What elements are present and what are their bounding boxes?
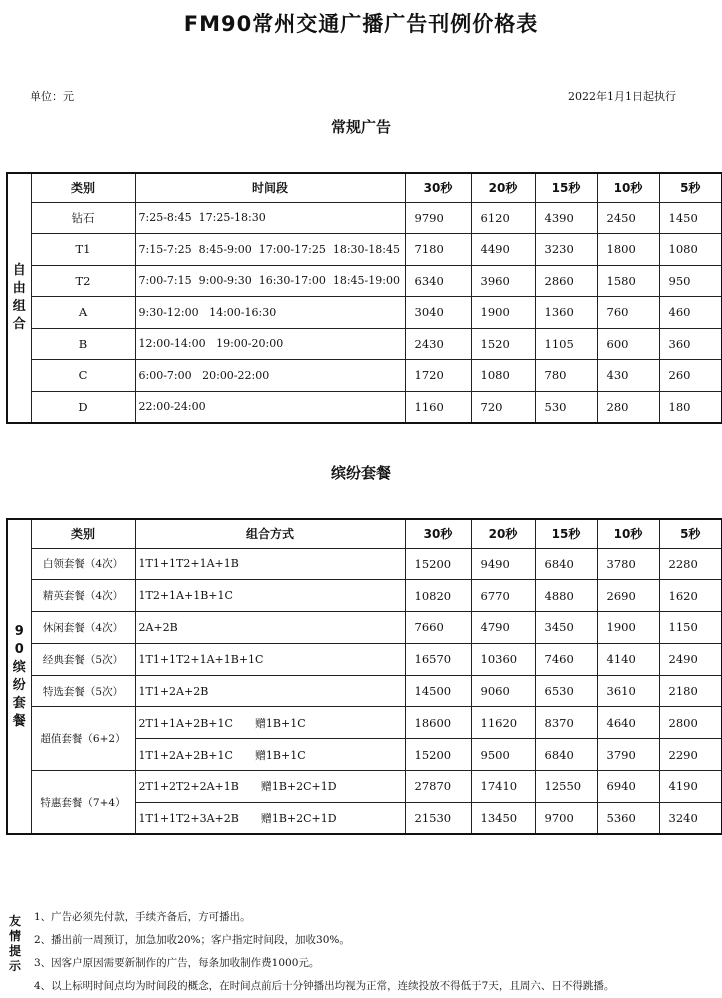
price-cell: 11620 [471,707,535,739]
price-cell: 14500 [405,675,471,707]
package-header-20s: 20秒 [471,519,535,548]
price-cell: 6770 [471,580,535,612]
package-header-combo: 组合方式 [135,519,405,548]
price-cell: 180 [659,391,722,423]
price-cell: 15200 [405,548,471,580]
price-cell: 2450 [597,202,659,234]
tip-item: 3、因客户原因需要新制作的广告，每条加收制作费1000元。 [34,957,320,969]
package-table-row [7,707,722,739]
price-cell: 4390 [535,202,597,234]
price-cell: 280 [597,391,659,423]
price-cell: 2280 [659,548,722,580]
time-slot-cell: 9:30-12:00 14:00-16:30 [135,297,405,329]
package-table-row [7,580,722,612]
package-category-cell: 白领套餐（4次） [31,548,135,580]
price-cell: 780 [535,360,597,392]
combo-text: 1T1+2A+2B+1C [138,748,233,762]
package-header-5s: 5秒 [659,519,722,548]
price-cell: 17410 [471,771,535,803]
time-slot-cell: 7:00-7:15 9:00-9:30 16:30-17:00 18:45-19:00 [135,265,405,297]
price-cell: 530 [535,391,597,423]
price-cell: 6120 [471,202,535,234]
regular-header-row [7,173,722,202]
package-table-row [7,548,722,580]
price-cell: 1720 [405,360,471,392]
price-cell: 1620 [659,580,722,612]
price-cell: 1360 [535,297,597,329]
price-cell: 2490 [659,643,722,675]
price-cell: 9490 [471,548,535,580]
package-header-category: 类别 [31,519,135,548]
price-cell: 8370 [535,707,597,739]
price-cell: 4190 [659,771,722,803]
effective-date: 2022年1月1日起执行 [568,90,676,103]
tips-label: 友情提示 [8,914,21,973]
package-category-cell: 超值套餐（6+2） [31,707,135,771]
price-cell: 1080 [659,234,722,266]
combo-text: 1T1+1T2+3A+2B [138,812,239,826]
price-cell: 760 [597,297,659,329]
price-cell: 2290 [659,739,722,771]
price-cell: 2800 [659,707,722,739]
regular-header-time: 时间段 [135,173,405,202]
price-cell: 16570 [405,643,471,675]
category-cell: T1 [31,234,135,266]
regular-table-row [7,202,722,234]
price-cell: 260 [659,360,722,392]
price-cell: 460 [659,297,722,329]
package-table-row [7,675,722,707]
regular-price-table [6,172,722,424]
combo-cell [135,707,405,739]
combo-cell [135,771,405,803]
price-cell: 1150 [659,612,722,644]
price-cell: 3790 [597,739,659,771]
price-cell: 3040 [405,297,471,329]
combo-cell [135,675,405,707]
combo-text: 1T1+1T2+1A+1B [138,557,239,571]
package-category-cell: 休闲套餐（4次） [31,612,135,644]
price-cell: 9060 [471,675,535,707]
price-cell: 2690 [597,580,659,612]
price-cell: 3610 [597,675,659,707]
price-cell: 6840 [535,548,597,580]
regular-table-row [7,391,722,423]
package-table-row [7,643,722,675]
price-cell: 2180 [659,675,722,707]
price-cell: 1080 [471,360,535,392]
price-cell: 4490 [471,234,535,266]
package-category-cell: 经典套餐（5次） [31,643,135,675]
price-cell: 6940 [597,771,659,803]
page-title: FM90常州交通广播广告刊例价格表 [183,12,539,36]
package-header-15s: 15秒 [535,519,597,548]
package-table-row [7,771,722,803]
price-cell: 9500 [471,739,535,771]
price-cell: 600 [597,328,659,360]
category-cell: D [31,391,135,423]
price-cell: 950 [659,265,722,297]
price-cell: 1900 [471,297,535,329]
regular-table-row [7,297,722,329]
price-cell: 12550 [535,771,597,803]
price-cell: 15200 [405,739,471,771]
package-header-30s: 30秒 [405,519,471,548]
price-cell: 10820 [405,580,471,612]
price-cell: 1160 [405,391,471,423]
gift-text: 赠1B+1C [254,716,306,730]
time-slot-cell: 6:00-7:00 20:00-22:00 [135,360,405,392]
regular-header-20s: 20秒 [471,173,535,202]
regular-header-30s: 30秒 [405,173,471,202]
time-slot-cell: 22:00-24:00 [135,391,405,423]
tip-item: 2、播出前一周预订，加急加收20%；客户指定时间段，加收30%。 [34,934,350,946]
combo-text: 1T1+2A+2B [138,684,209,698]
price-cell: 1450 [659,202,722,234]
price-cell: 3960 [471,265,535,297]
price-cell: 3780 [597,548,659,580]
package-category-cell: 特惠套餐（7+4） [31,771,135,835]
regular-header-category: 类别 [31,173,135,202]
category-cell: C [31,360,135,392]
package-category-cell: 精英套餐（4次） [31,580,135,612]
price-cell: 3230 [535,234,597,266]
price-cell: 720 [471,391,535,423]
time-slot-cell: 7:15-7:25 8:45-9:00 17:00-17:25 18:30-18:45 [135,234,405,266]
category-cell: A [31,297,135,329]
regular-table-row [7,265,722,297]
price-cell: 18600 [405,707,471,739]
price-cell: 4880 [535,580,597,612]
tip-item: 4、以上标明时间点均为时间段的概念，在时间点前后十分钟播出均视为正常，连续投放不得低于7天，且周六、日不得跳播。 [34,980,615,992]
price-cell: 360 [659,328,722,360]
price-cell: 7660 [405,612,471,644]
price-cell: 13450 [471,802,535,834]
regular-header-10s: 10秒 [597,173,659,202]
price-cell: 21530 [405,802,471,834]
regular-table-row [7,360,722,392]
combo-text: 2T1+1A+2B+1C [138,716,233,730]
price-cell: 7460 [535,643,597,675]
combo-cell [135,548,405,580]
price-cell: 1580 [597,265,659,297]
regular-header-5s: 5秒 [659,173,722,202]
combo-text: 1T1+1T2+1A+1B+1C [138,652,264,666]
price-cell: 1800 [597,234,659,266]
package-section-title: 缤纷套餐 [330,464,391,482]
price-cell: 9790 [405,202,471,234]
price-cell: 1105 [535,328,597,360]
price-cell: 4640 [597,707,659,739]
category-cell: 钻石 [31,202,135,234]
combo-text: 1T2+1A+1B+1C [138,589,233,603]
tip-item: 1、广告必须先付款，手续齐备后，方可播出。 [34,911,251,923]
gift-text: 赠1B+2C+1D [260,812,337,826]
price-cell: 7180 [405,234,471,266]
combo-cell [135,802,405,834]
time-slot-cell: 7:25-8:45 17:25-18:30 [135,202,405,234]
regular-side-label: 自由组合 [7,173,31,423]
regular-table-row [7,328,722,360]
price-cell: 10360 [471,643,535,675]
price-cell: 4140 [597,643,659,675]
package-table-row [7,612,722,644]
regular-section-title: 常规广告 [330,118,391,136]
price-cell: 3450 [535,612,597,644]
price-cell: 2860 [535,265,597,297]
combo-text: 2A+2B [138,620,178,634]
combo-cell [135,612,405,644]
combo-cell [135,739,405,771]
combo-text: 2T1+2T2+2A+1B [138,780,239,794]
category-cell: T2 [31,265,135,297]
combo-cell [135,643,405,675]
combo-cell [135,580,405,612]
unit-label: 单位：元 [30,90,74,103]
price-cell: 5360 [597,802,659,834]
regular-header-15s: 15秒 [535,173,597,202]
package-price-table [6,518,722,835]
package-side-label: 90缤纷套餐 [7,519,31,834]
price-cell: 4790 [471,612,535,644]
regular-table-row [7,234,722,266]
category-cell: B [31,328,135,360]
price-cell: 430 [597,360,659,392]
price-cell: 2430 [405,328,471,360]
price-cell: 3240 [659,802,722,834]
package-header-row [7,519,722,548]
price-cell: 6840 [535,739,597,771]
price-cell: 1900 [597,612,659,644]
tips-list [34,906,614,998]
price-cell: 1520 [471,328,535,360]
price-cell: 6340 [405,265,471,297]
package-header-10s: 10秒 [597,519,659,548]
time-slot-cell: 12:00-14:00 19:00-20:00 [135,328,405,360]
price-cell: 6530 [535,675,597,707]
gift-text: 赠1B+2C+1D [260,780,337,794]
price-cell: 9700 [535,802,597,834]
price-cell: 27870 [405,771,471,803]
package-category-cell: 特选套餐（5次） [31,675,135,707]
gift-text: 赠1B+1C [254,748,306,762]
